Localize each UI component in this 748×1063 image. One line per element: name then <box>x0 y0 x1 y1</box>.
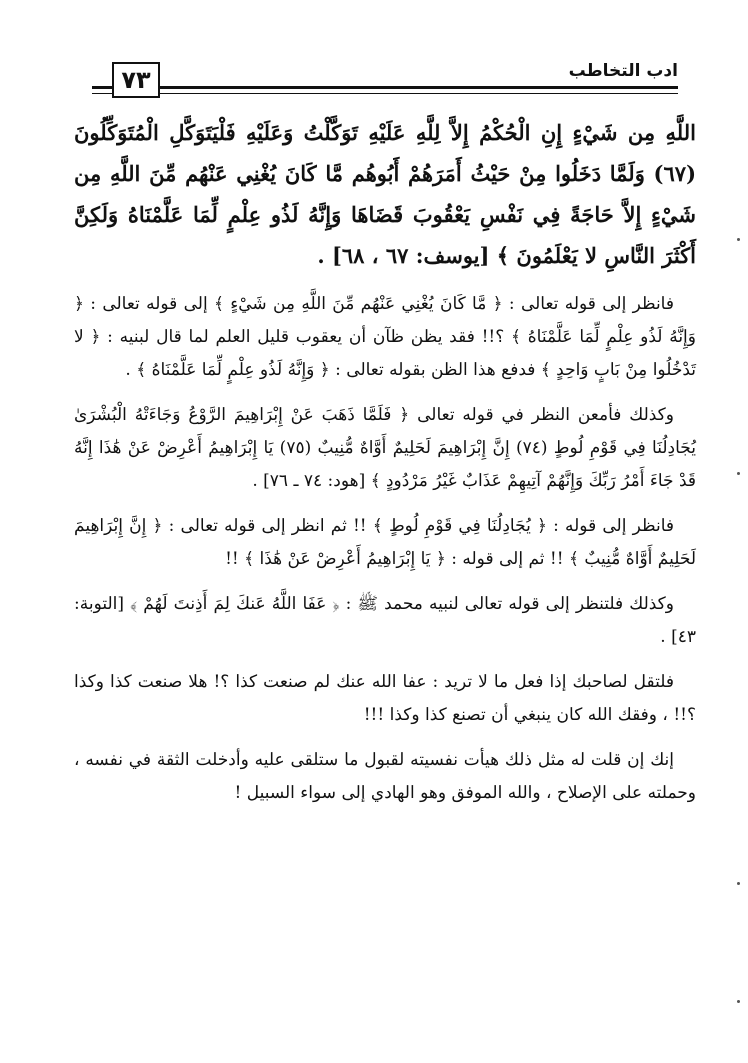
scan-mark <box>737 238 740 241</box>
scan-mark <box>737 472 740 475</box>
commentary-paragraph: فانظر إلى قوله تعالى : ﴿ مَّا كَانَ يُغْنِي عَنْهُم مِّنَ اللَّهِ مِن شَيْءٍ ﴾ إلى قوله تعالى : ﴿ وَإِنَّهُ لَذُو عِلْمٍ لِّمَا عَلَّمْنَاهُ ﴾ ؟!! فقد يظن ظآن أن يعقوب قليل العلم لما قال لبنيه : ﴿ لا تَدْخُلُوا مِنْ بَابٍ وَاحِدٍ ﴾ فدفع هذا الظن بقوله تعالى : ﴿ وَإِنَّهُ لَذُو عِلْمٍ لِّمَا عَلَّمْنَاهُ ﴾ . <box>74 294 696 380</box>
page-header <box>92 58 678 98</box>
header-rule-thin <box>92 93 678 94</box>
running-title: ادب التخاطب <box>561 58 678 84</box>
page-body <box>74 112 696 822</box>
quran-passage-hud: وكذلك فأمعن النظر في قوله تعالى ﴿ فَلَمَّا ذَهَبَ عَنْ إِبْرَاهِيمَ الرَّوْعُ وَجَاءَتْهُ الْبُشْرَىٰ يُجَادِلُنَا فِي قَوْمِ لُوطٍ (٧٤) إِنَّ إِبْرَاهِيمَ لَحَلِيمٌ أَوَّاهٌ مُّنِيبٌ (٧٥) يَا إِبْرَاهِيمُ أَعْرِضْ عَنْ هَٰذَا إِنَّهُ قَدْ جَاءَ أَمْرُ رَبِّكَ وَإِنَّهُمْ آتِيهِمْ عَذَابٌ غَيْرُ مَرْدُودٍ ﴾ [هود: ٧٤ ـ ٧٦] . <box>74 405 696 491</box>
quran-passage-tawbah: وكذلك فلتنظر إلى قوله تعالى لنبيه محمد ﷺ : ﴿ عَفَا اللَّهُ عَنكَ لِمَ أَذِنتَ لَهُمْ ﴾ [التوبة: ٤٣] . <box>74 594 696 647</box>
header-rule <box>92 86 678 89</box>
scan-mark <box>737 1000 740 1003</box>
page-number: ٧٣ <box>112 62 160 98</box>
quran-passage-yusuf: اللَّهِ مِن شَيْءٍ إِنِ الْحُكْمُ إِلاَّ لِلَّهِ عَلَيْهِ تَوَكَّلْتُ وَعَلَيْهِ فَلْيَتَوَكَّلِ الْمُتَوَكِّلُونَ (٦٧) وَلَمَّا دَخَلُوا مِنْ حَيْثُ أَمَرَهُمْ أَبُوهُم مَّا كَانَ يُغْنِي عَنْهُم مِّنَ اللَّهِ مِن شَيْءٍ إِلاَّ حَاجَةً فِي نَفْسِ يَعْقُوبَ قَضَاهَا وَإِنَّهُ لَذُو عِلْمٍ لِّمَا عَلَّمْنَاهُ وَلَكِنَّ أَكْثَرَ النَّاسِ لا يَعْلَمُونَ ﴾ [يوسف: ٦٧ ، ٦٨] . <box>74 120 696 268</box>
scan-mark <box>737 882 740 885</box>
closing-paragraph: إنك إن قلت له مثل ذلك هيأت نفسيته لقبول ما ستلقى عليه وأدخلت الثقة في نفسه ، وحملته على الإصلاح ، والله الموفق وهو الهادي إلى سواء السبيل ! <box>74 750 696 803</box>
commentary-paragraph: فانظر إلى قوله : ﴿ يُجَادِلُنَا فِي قَوْمِ لُوطٍ ﴾ !! ثم انظر إلى قوله تعالى : ﴿ إِنَّ إِبْرَاهِيمَ لَحَلِيمٌ أَوَّاهٌ مُّنِيبٌ ﴾ !! ثم إلى قوله : ﴿ يَا إِبْرَاهِيمُ أَعْرِضْ عَنْ هَٰذَا ﴾ !! <box>74 516 696 569</box>
advice-paragraph: فلتقل لصاحبك إذا فعل ما لا تريد : عفا الله عنك لم صنعت كذا ؟! هلا صنعت كذا وكذا ؟!! ، وفقك الله كان ينبغي أن تصنع كذا وكذا !!! <box>74 672 696 725</box>
